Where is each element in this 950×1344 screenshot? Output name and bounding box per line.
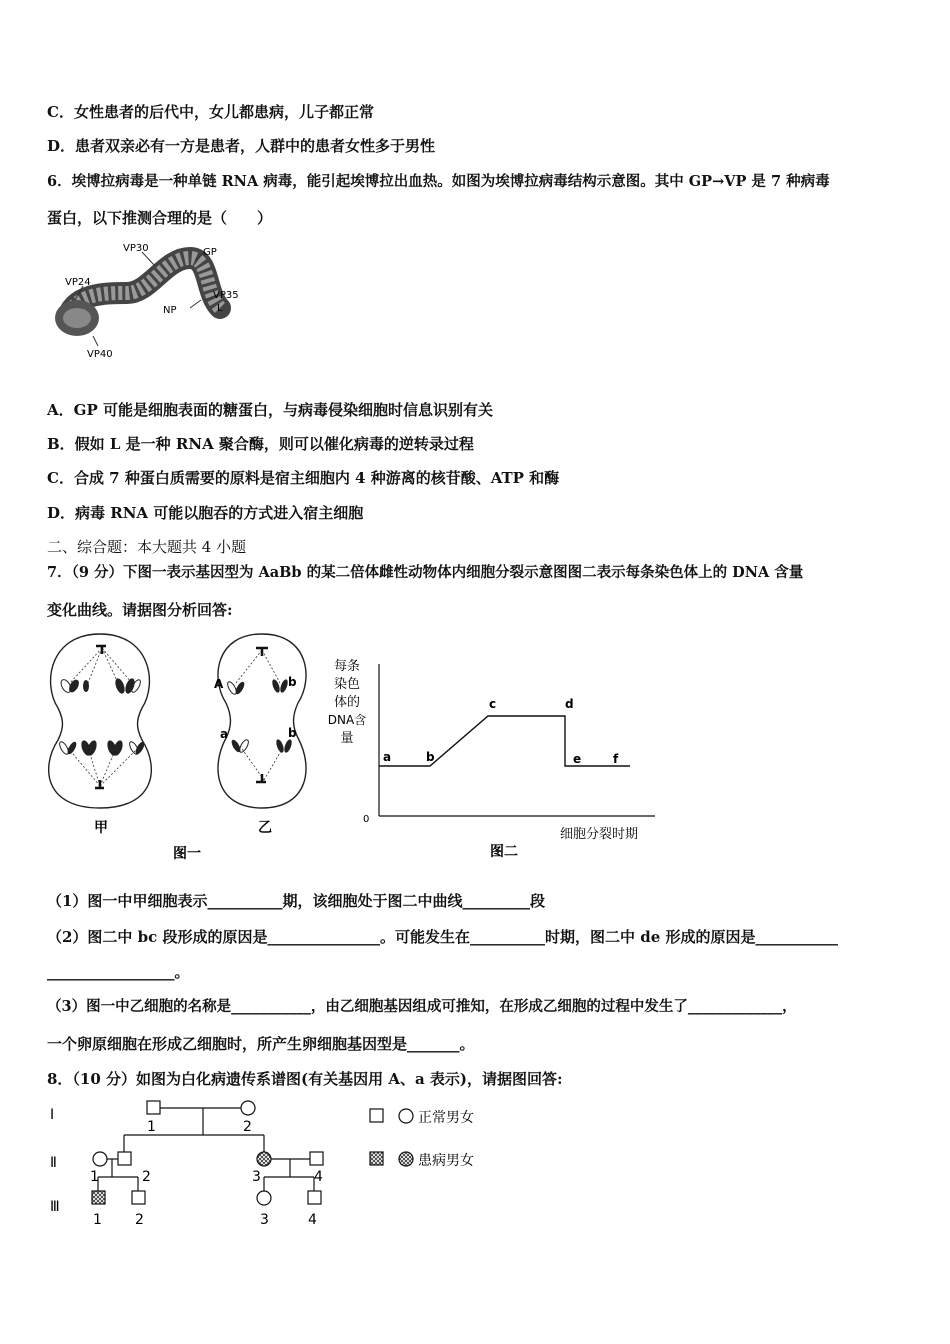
label-vp35: VP35 bbox=[213, 290, 239, 301]
svg-text:2: 2 bbox=[142, 1169, 151, 1185]
gen-label-2: Ⅱ bbox=[50, 1155, 57, 1171]
q8-stem: 8．（10 分）如图为白化病遗传系谱图(有关基因用 A、a 表示)，请据图回答: bbox=[47, 1070, 563, 1088]
svg-text:1: 1 bbox=[90, 1169, 99, 1185]
g3-male-1-affected bbox=[92, 1191, 105, 1204]
g2-female-3-affected bbox=[257, 1152, 271, 1166]
y-label-5: 量 bbox=[340, 731, 354, 746]
q5-option-c: C．女性患者的后代中，女儿都患病，儿子都正常 bbox=[47, 103, 374, 121]
label-gp: GP bbox=[203, 247, 217, 258]
label-np: NP bbox=[163, 305, 177, 316]
point-label-b: b bbox=[426, 750, 435, 764]
g1-male-1 bbox=[147, 1101, 160, 1114]
y-label-3: 体的 bbox=[333, 695, 361, 710]
q7-sub-1: （1）图一中甲细胞表示__________期，该细胞处于图二中曲线_________段 bbox=[47, 892, 545, 910]
albinism-pedigree bbox=[40, 1095, 540, 1235]
point-label-e: e bbox=[573, 752, 582, 766]
g2-male-4 bbox=[310, 1152, 323, 1165]
svg-text:3: 3 bbox=[260, 1212, 269, 1228]
legend-normal-label: 正常男女 bbox=[418, 1110, 474, 1126]
point-label-d: d bbox=[565, 697, 574, 711]
label-yi: 乙 bbox=[258, 820, 272, 836]
gene-a-lower: a bbox=[220, 727, 229, 741]
legend-normal-female bbox=[399, 1109, 413, 1123]
section-2-heading: 二、综合题：本大题共 4 小题 bbox=[47, 538, 247, 556]
legend-affected-label: 患病男女 bbox=[418, 1153, 474, 1169]
q6-option-a: A．GP 可能是细胞表面的糖蛋白，与病毒侵染细胞时信息识别有关 bbox=[47, 401, 493, 419]
figure-2-caption: 图二 bbox=[490, 844, 518, 860]
q7-sub-3-cont: 一个卵原细胞在形成乙细胞时，所产生卵细胞基因型是_______。 bbox=[47, 1035, 475, 1053]
svg-text:4: 4 bbox=[314, 1169, 323, 1185]
q6-option-c: C．合成 7 种蛋白质需要的原料是宿主细胞内 4 种游离的核苷酸、ATP 和酶 bbox=[47, 469, 560, 487]
svg-text:3: 3 bbox=[252, 1169, 261, 1185]
g3-male-2 bbox=[132, 1191, 145, 1204]
legend-affected-female bbox=[399, 1152, 413, 1166]
legend-affected-male bbox=[370, 1152, 383, 1165]
figure-1-cells bbox=[40, 628, 330, 868]
q7-sub-3: （3）图一中乙细胞的名称是___________，由乙细胞基因组成可推知，在形成乙细胞的过程中发生了_____________， bbox=[47, 998, 797, 1015]
q7-stem-1: 7．（9 分）下图一表示基因型为 AaBb 的某二倍体雌性动物体内细胞分裂示意图图二表示每条染色体上的 DNA 含量 bbox=[47, 564, 804, 581]
gen-label-3: Ⅲ bbox=[50, 1199, 60, 1215]
label-l: L bbox=[217, 303, 223, 314]
g3-male-4 bbox=[308, 1191, 321, 1204]
g2-male-2 bbox=[118, 1152, 131, 1165]
q6-option-b: B．假如 L 是一种 RNA 聚合酶，则可以催化病毒的逆转录过程 bbox=[47, 435, 474, 453]
dna-content-line bbox=[379, 716, 630, 766]
legend-normal-male bbox=[370, 1109, 383, 1122]
label-vp24: VP24 bbox=[65, 277, 91, 288]
cell-yi-chromosomes bbox=[226, 678, 293, 753]
q6-stem-2: 蛋白，以下推测合理的是（ ） bbox=[47, 209, 273, 227]
g3-female-3 bbox=[257, 1191, 271, 1205]
point-label-f: f bbox=[613, 752, 619, 766]
svg-text:1: 1 bbox=[93, 1212, 102, 1228]
y-label-2: 染色 bbox=[333, 677, 361, 692]
y-label-4: DNA含 bbox=[327, 713, 367, 727]
svg-text:2: 2 bbox=[135, 1212, 144, 1228]
gen-label-1: Ⅰ bbox=[50, 1107, 55, 1123]
q6-stem-1: 6．埃博拉病毒是一种单链 RNA 病毒，能引起埃博拉出血热。如图为埃博拉病毒结构示意图。其中 GP→VP 是 7 种病毒 bbox=[47, 173, 830, 190]
cell-jia-chromosomes bbox=[58, 677, 146, 757]
ebola-virus-figure bbox=[45, 238, 255, 363]
point-label-c: c bbox=[489, 697, 497, 711]
origin-label: 0 bbox=[363, 814, 370, 825]
q7-stem-2: 变化曲线。请据图分析回答: bbox=[47, 601, 233, 619]
point-label-a: a bbox=[383, 750, 392, 764]
g1-female-2 bbox=[241, 1101, 255, 1115]
y-label-1: 每条 bbox=[333, 659, 361, 674]
gene-a-upper: A bbox=[214, 677, 224, 691]
figure-1-caption: 图一 bbox=[173, 846, 201, 862]
label-vp40: VP40 bbox=[87, 349, 113, 360]
figure-2-chart bbox=[325, 656, 665, 866]
q7-sub-2: （2）图二中 bc 段形成的原因是_______________。可能发生在__________时期，图二中 de 形成的原因是___________ bbox=[47, 928, 838, 946]
gene-b-top: b bbox=[288, 675, 297, 689]
svg-text:2: 2 bbox=[243, 1119, 252, 1135]
gene-b-bottom: b bbox=[288, 726, 297, 740]
g2-female-1 bbox=[93, 1152, 107, 1166]
x-axis-label: 细胞分裂时期 bbox=[560, 827, 639, 842]
label-jia: 甲 bbox=[94, 820, 108, 836]
svg-text:4: 4 bbox=[308, 1212, 317, 1228]
q6-option-d: D．病毒 RNA 可能以胞吞的方式进入宿主细胞 bbox=[47, 504, 364, 522]
q5-option-d: D．患者双亲必有一方是患者，人群中的患者女性多于男性 bbox=[47, 137, 436, 155]
label-vp30: VP30 bbox=[123, 243, 149, 254]
q7-sub-2-cont: _________________。 bbox=[47, 963, 190, 981]
svg-text:1: 1 bbox=[147, 1119, 156, 1135]
